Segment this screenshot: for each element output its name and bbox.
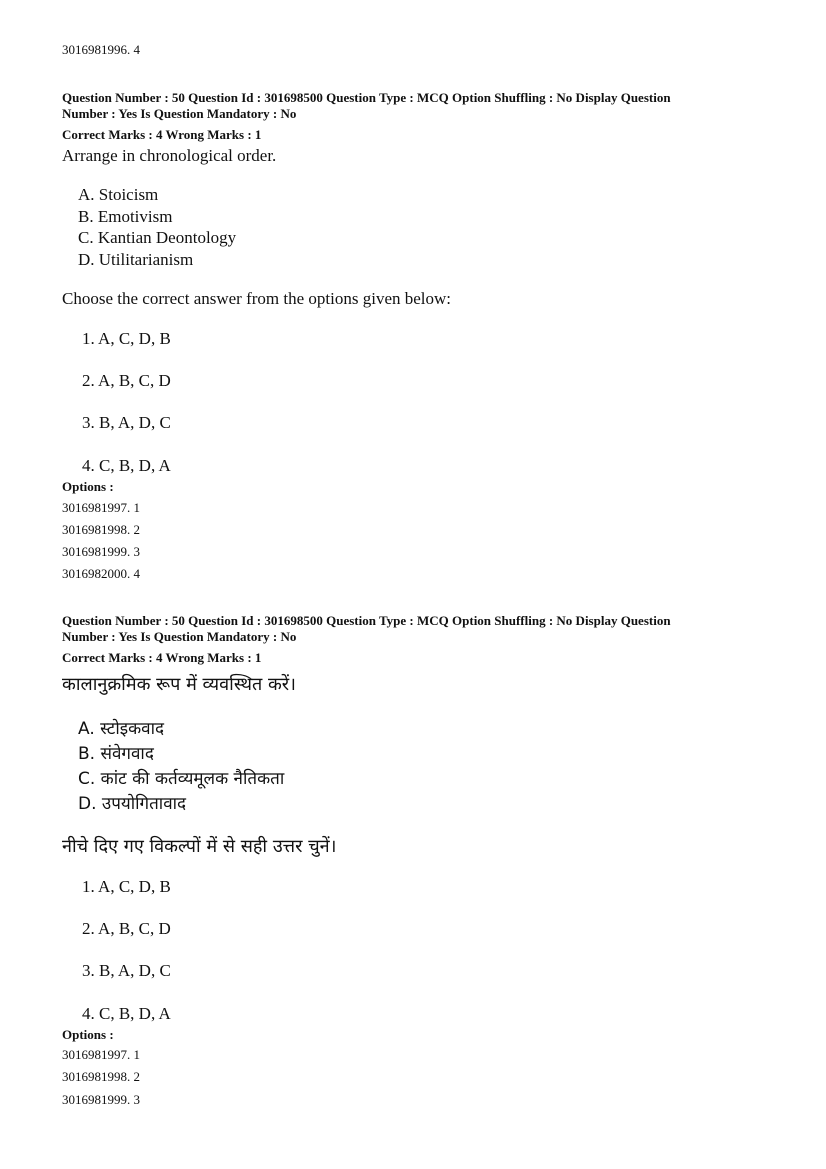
previous-option-id: 3016981996. 4 — [62, 42, 140, 57]
answer-choice: 4. C, B, D, A — [82, 456, 171, 475]
question-meta-line1: Question Number : 50 Question Id : 301698500 Question Type : MCQ Option Shuffling : No Display Question — [62, 90, 671, 105]
option-id: 3016981997. 1 — [62, 500, 140, 515]
answer-choice: 1. A, C, D, B — [82, 329, 171, 348]
option-id: 3016981997. 1 — [62, 1047, 140, 1062]
option-id: 3016981998. 2 — [62, 1069, 140, 1084]
question-marks: Correct Marks : 4 Wrong Marks : 1 — [62, 650, 262, 665]
option-id: 3016981998. 2 — [62, 522, 140, 537]
list-item: C. कांट की कर्तव्यमूलक नैतिकता — [78, 769, 285, 789]
instruction-text: नीचे दिए गए विकल्पों में से सही उत्तर चुनें। — [62, 836, 337, 857]
options-label: Options : — [62, 479, 114, 494]
question-meta-line2: Number : Yes Is Question Mandatory : No — [62, 629, 297, 644]
question-meta-line2: Number : Yes Is Question Mandatory : No — [62, 106, 297, 121]
option-id: 3016982000. 4 — [62, 566, 140, 581]
question-meta-line1: Question Number : 50 Question Id : 301698500 Question Type : MCQ Option Shuffling : No Display Question — [62, 613, 671, 628]
list-item: D. उपयोगितावाद — [78, 794, 187, 814]
question-marks: Correct Marks : 4 Wrong Marks : 1 — [62, 127, 262, 142]
option-id: 3016981999. 3 — [62, 544, 140, 559]
list-item: B. Emotivism — [78, 207, 173, 226]
list-item: C. Kantian Deontology — [78, 228, 237, 247]
answer-choice: 2. A, B, C, D — [82, 371, 171, 390]
answer-choice: 3. B, A, D, C — [82, 413, 171, 432]
list-item: A. Stoicism — [78, 185, 159, 204]
instruction-text: Choose the correct answer from the options given below: — [62, 289, 452, 308]
options-label: Options : — [62, 1027, 114, 1042]
answer-choice: 1. A, C, D, B — [82, 877, 171, 896]
list-item: D. Utilitarianism — [78, 250, 194, 269]
answer-choice: 2. A, B, C, D — [82, 919, 171, 938]
answer-choice: 3. B, A, D, C — [82, 961, 171, 980]
answer-choice: 4. C, B, D, A — [82, 1004, 171, 1023]
list-item: B. संवेगवाद — [78, 744, 154, 764]
list-item: A. स्टोइकवाद — [78, 719, 165, 739]
question-text: कालानुक्रमिक रूप में व्यवस्थित करें। — [62, 674, 296, 695]
option-id: 3016981999. 3 — [62, 1092, 140, 1107]
question-text: Arrange in chronological order. — [62, 146, 277, 165]
